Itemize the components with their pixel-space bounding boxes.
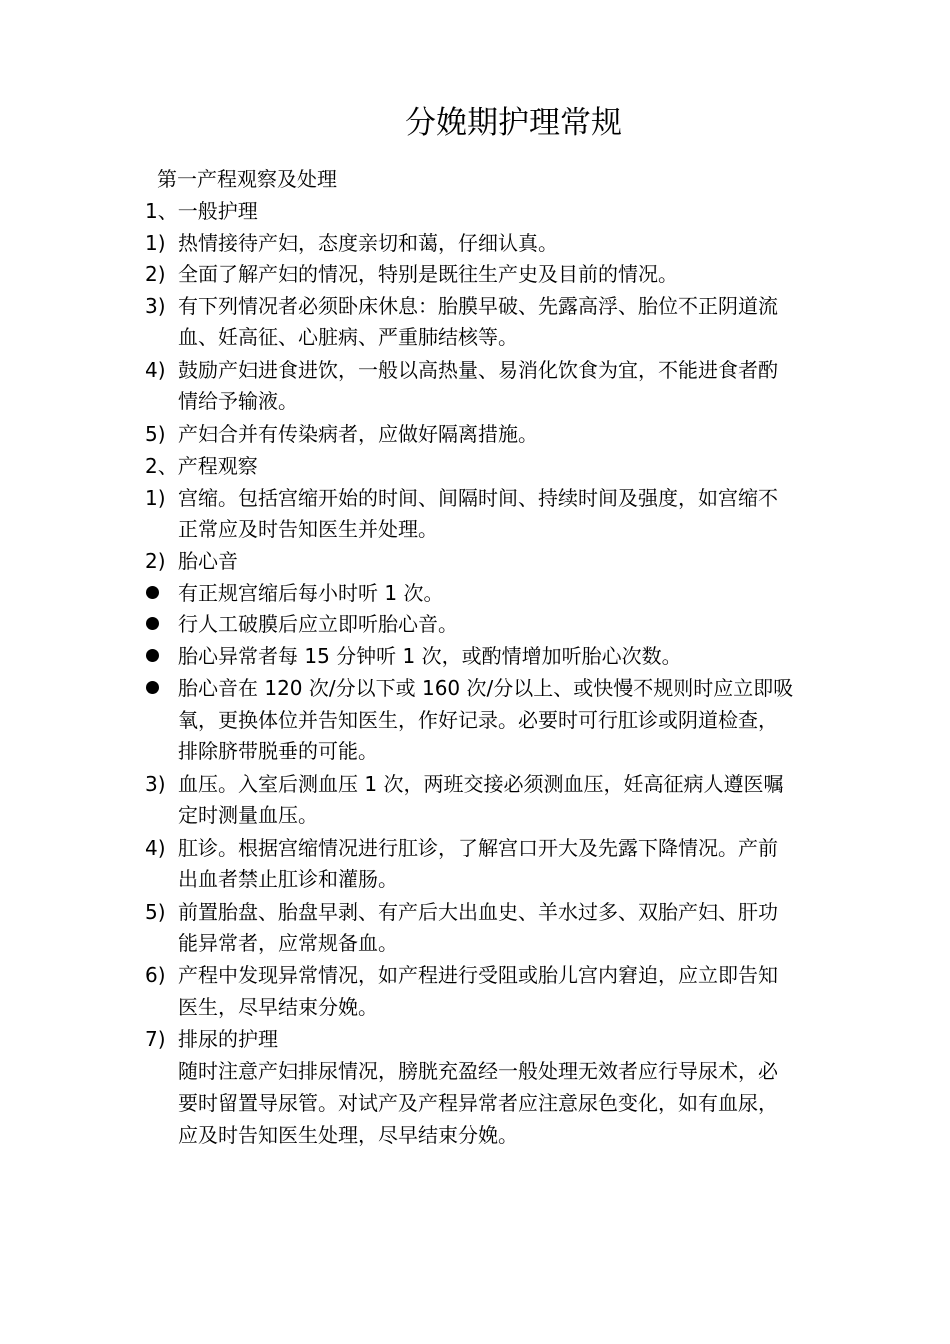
item-text: 前置胎盘、胎盘早剥、有产后大出血史、羊水过多、双胎产妇、肝功 <box>178 900 778 924</box>
section-subtitle: 第一产程观察及处理 <box>157 167 337 191</box>
bullet-text: 行人工破膜后应立即听胎心音。 <box>178 612 458 636</box>
bullet-text-continued: 氧，更换体位并告知医生，作好记录。必要时可行肛诊或阴道检查， <box>178 708 778 732</box>
item-marker: 3) <box>145 294 166 318</box>
bullet-text-continued: 排除脐带脱垂的可能。 <box>178 739 378 763</box>
item-text: 排尿的护理 <box>178 1027 278 1051</box>
item-text-continued: 情给予输液。 <box>178 389 298 413</box>
item-text: 肛诊。根据宫缩情况进行肛诊，了解宫口开大及先露下降情况。产前 <box>178 836 778 860</box>
item-text-continued: 出血者禁止肛诊和灌肠。 <box>178 867 398 891</box>
item-marker: 2) <box>145 549 166 573</box>
bullet-dot-icon <box>146 649 159 662</box>
item-text-continued: 血、妊高征、心脏病、严重肺结核等。 <box>178 325 518 349</box>
section-heading-general-care: 1、一般护理 <box>145 199 258 223</box>
item-text-continued: 应及时告知医生处理，尽早结束分娩。 <box>178 1123 518 1147</box>
item-text: 有下列情况者必须卧床休息：胎膜早破、先露高浮、胎位不正阴道流 <box>178 294 778 318</box>
item-text: 宫缩。包括宫缩开始的时间、间隔时间、持续时间及强度，如宫缩不 <box>178 486 778 510</box>
item-text: 产妇合并有传染病者，应做好隔离措施。 <box>178 422 538 446</box>
item-marker: 1) <box>145 486 166 510</box>
bullet-dot-icon <box>146 586 159 599</box>
item-marker: 4) <box>145 836 166 860</box>
item-marker: 6) <box>145 963 166 987</box>
item-text-continued: 随时注意产妇排尿情况，膀胱充盈经一般处理无效者应行导尿术，必 <box>178 1059 778 1083</box>
bullet-text: 有正规宫缩后每小时听 1 次。 <box>178 581 444 605</box>
bullet-text: 胎心异常者每 15 分钟听 1 次，或酌情增加听胎心次数。 <box>178 644 682 668</box>
item-text: 全面了解产妇的情况，特别是既往生产史及目前的情况。 <box>178 262 678 286</box>
item-marker: 5) <box>145 422 166 446</box>
item-marker: 4) <box>145 358 166 382</box>
item-text: 鼓励产妇进食进饮，一般以高热量、易消化饮食为宜，不能进食者酌 <box>178 358 778 382</box>
item-text-continued: 医生，尽早结束分娩。 <box>178 995 378 1019</box>
item-marker: 3) <box>145 772 166 796</box>
item-marker: 5) <box>145 900 166 924</box>
item-text: 热情接待产妇，态度亲切和蔼，仔细认真。 <box>178 231 558 255</box>
item-marker: 1) <box>145 231 166 255</box>
item-marker: 7) <box>145 1027 166 1051</box>
item-text-continued: 要时留置导尿管。对试产及产程异常者应注意尿色变化，如有血尿， <box>178 1091 778 1115</box>
item-text: 血压。入室后测血压 1 次，两班交接必须测血压，妊高征病人遵医嘱 <box>178 772 784 796</box>
bullet-text: 胎心音在 120 次/分以下或 160 次/分以上、或快慢不规则时应立即吸 <box>178 676 794 700</box>
item-text-continued: 定时测量血压。 <box>178 803 318 827</box>
item-text-continued: 正常应及时告知医生并处理。 <box>178 517 438 541</box>
bullet-dot-icon <box>146 681 159 694</box>
item-text: 产程中发现异常情况，如产程进行受阻或胎儿宫内窘迫，应立即告知 <box>178 963 778 987</box>
item-text: 胎心音 <box>178 549 238 573</box>
item-marker: 2) <box>145 262 166 286</box>
item-text-continued: 能异常者，应常规备血。 <box>178 931 398 955</box>
section-heading-labor-observation: 2、产程观察 <box>145 454 258 478</box>
document-title: 分娩期护理常规 <box>405 105 622 141</box>
bullet-dot-icon <box>146 617 159 630</box>
